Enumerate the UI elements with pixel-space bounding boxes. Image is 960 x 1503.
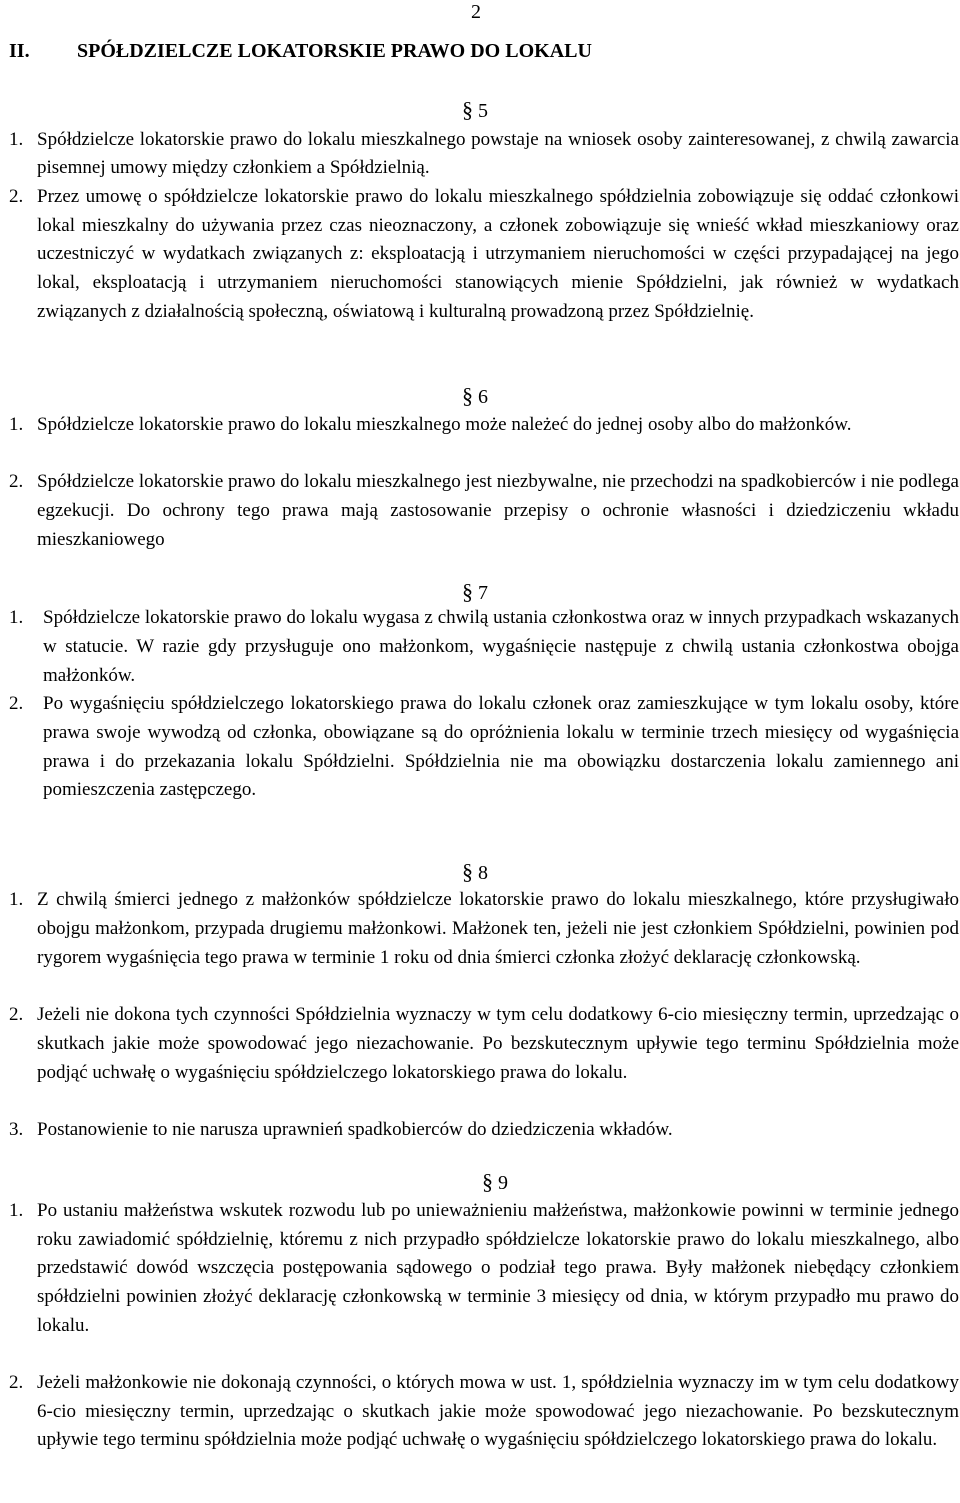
section-sign: § xyxy=(462,859,473,884)
paragraph-8-3 xyxy=(9,1116,959,1145)
paragraph-text: Spółdzielcze lokatorskie prawo do lokalu mieszkalnego jest niezbywalne, nie przechodzi na spadkobierców i nie podlega egzekucji. Do ochrony tego prawa mają zastosowanie przepisy o ochronie własności i dziedziczeniu wkładu mieszkaniowego xyxy=(37,471,959,550)
paragraph-number: 2. xyxy=(9,693,24,714)
paragraph-8-2 xyxy=(9,1001,959,1087)
paragraph-9-1 xyxy=(9,1197,959,1341)
paragraph-text: Spółdzielcze lokatorskie prawo do lokalu mieszkalnego powstaje na wniosek osoby zainteresowanej, z chwilą zawarcia pisemnej umowy między członkiem a Spółdzielnią. xyxy=(37,129,959,178)
section-sign: § xyxy=(482,1169,493,1194)
paragraph-6-2 xyxy=(9,468,959,554)
paragraph-7-2 xyxy=(9,690,959,805)
paragraph-text: Spółdzielcze lokatorskie prawo do lokalu mieszkalnego może należeć do jednej osoby albo do małżonków. xyxy=(37,414,852,435)
paragraph-number: 1. xyxy=(9,1200,24,1221)
paragraph-text: Po wygaśnięciu spółdzielczego lokatorskiego prawa do lokalu członek oraz zamieszkujące w tym lokalu osoby, które prawa swoje wywodzą od członka, obowiązane są do opróżnienia lokalu w terminie trzech miesięcy od wygaśnięcia prawa i do przekazania lokalu Spółdzielni. Spółdzielnia nie ma obowiązku dostarczenia lokalu zamiennego ani pomieszczenia zastępczego. xyxy=(43,693,959,801)
section-number: 8 xyxy=(478,862,488,884)
page-number: 2 xyxy=(471,1,481,23)
paragraph-number: 1. xyxy=(9,889,24,910)
section-number: 5 xyxy=(478,100,488,122)
paragraph-5-1 xyxy=(9,126,959,182)
section-sign: § xyxy=(462,383,473,408)
section-number: 6 xyxy=(478,386,488,408)
chapter-roman-numeral: II. xyxy=(9,40,30,62)
section-sign: § xyxy=(462,97,473,122)
section-sign: § xyxy=(462,579,473,604)
section-heading-5 xyxy=(462,98,488,123)
paragraph-number: 2. xyxy=(9,471,24,492)
paragraph-number: 3. xyxy=(9,1119,24,1140)
paragraph-text: Jeżeli nie dokona tych czynności Spółdzielnia wyznaczy w tym celu dodatkowy 6-cio miesięczny termin, uprzedzając o skutkach jakie może spowodować jego niezachowanie. Po bezskutecznym upływie tego terminu Spółdzielnia może podjąć uchwałę o wygaśnięciu spółdzielczego lokatorskiego prawa do lokalu. xyxy=(37,1004,959,1083)
section-heading-6 xyxy=(462,384,488,409)
paragraph-number: 2. xyxy=(9,186,24,207)
section-heading-7 xyxy=(462,580,488,605)
paragraph-number: 1. xyxy=(9,129,24,150)
paragraph-9-2 xyxy=(9,1369,959,1455)
paragraph-number: 1. xyxy=(9,414,24,435)
paragraph-text: Po ustaniu małżeństwa wskutek rozwodu lub po unieważnieniu małżeństwa, małżonkowie powinni w terminie jednego roku zawiadomić spółdzielnię, któremu z nich przypadło spółdzielcze lokatorskie prawo do lokalu mieszkalnego, albo przedstawić dowód wszczęcia postępowania sądowego o podział tego prawa. Były małżonek niebędący członkiem spółdzielni powinien złożyć deklarację członkowską w terminie 3 miesięcy od dnia, w którym przypadło mu prawo do lokalu. xyxy=(37,1200,959,1336)
chapter-title xyxy=(9,38,592,64)
paragraph-number: 1. xyxy=(9,607,24,628)
section-heading-8 xyxy=(462,860,488,885)
paragraph-text: Spółdzielcze lokatorskie prawo do lokalu wygasa z chwilą ustania członkostwa oraz w innych przypadkach wskazanych w statucie. W razie gdy przysługuje ono małżonkom, wygaśnięcie następuje z chwilą ustania członkostwa obojga małżonków. xyxy=(43,607,959,686)
paragraph-5-2 xyxy=(9,183,959,327)
chapter-heading: SPÓŁDZIELCZE LOKATORSKIE PRAWO DO LOKALU xyxy=(77,40,592,62)
paragraph-text: Jeżeli małżonkowie nie dokonają czynności, o których mowa w ust. 1, spółdzielnia wyznaczy im w tym celu dodatkowy 6-cio miesięczny termin, uprzedzając o skutkach jakie może spowodować jego niezachowanie. Po bezskutecznym upływie tego terminu spółdzielnia może podjąć uchwałę o wygaśnięciu spółdzielczego lokatorskiego prawa do lokalu. xyxy=(37,1372,959,1451)
section-number: 7 xyxy=(478,582,488,604)
paragraph-text: Z chwilą śmierci jednego z małżonków spółdzielcze lokatorskie prawo do lokalu mieszkalnego, które przysługiwało obojgu małżonkom, przypada drugiemu małżonkowi. Małżonek ten, jeżeli nie jest członkiem Spółdzielni, powinien pod rygorem wygaśnięcia tego prawa w terminie 1 roku od dnia śmierci członka złożyć deklarację członkowską. xyxy=(37,889,959,968)
paragraph-number: 2. xyxy=(9,1372,24,1393)
section-number: 9 xyxy=(498,1172,508,1194)
paragraph-6-1 xyxy=(9,411,959,440)
paragraph-7-1 xyxy=(9,604,959,690)
paragraph-8-1 xyxy=(9,886,959,972)
paragraph-number: 2. xyxy=(9,1004,24,1025)
paragraph-text: Przez umowę o spółdzielcze lokatorskie prawo do lokalu mieszkalnego spółdzielnia zobowiązuje się oddać członkowi lokal mieszkalny do używania przez czas nieoznaczony, a członek zobowiązuje się wnieść wkład mieszkaniowy oraz uczestniczyć w wydatkach związanych z: eksploatacją i utrzymaniem nieruchomości w części przypadającej na jego lokal, eksploatacją i utrzymaniem nieruchomości stanowiących mienie Spółdzielni, jak również w wydatkach związanych z działalnością społeczną, oświatową i kulturalną prowadzoną przez Spółdzielnię. xyxy=(37,186,959,322)
paragraph-text: Postanowienie to nie narusza uprawnień spadkobierców do dziedziczenia wkładów. xyxy=(37,1119,673,1140)
section-heading-9 xyxy=(482,1170,508,1195)
